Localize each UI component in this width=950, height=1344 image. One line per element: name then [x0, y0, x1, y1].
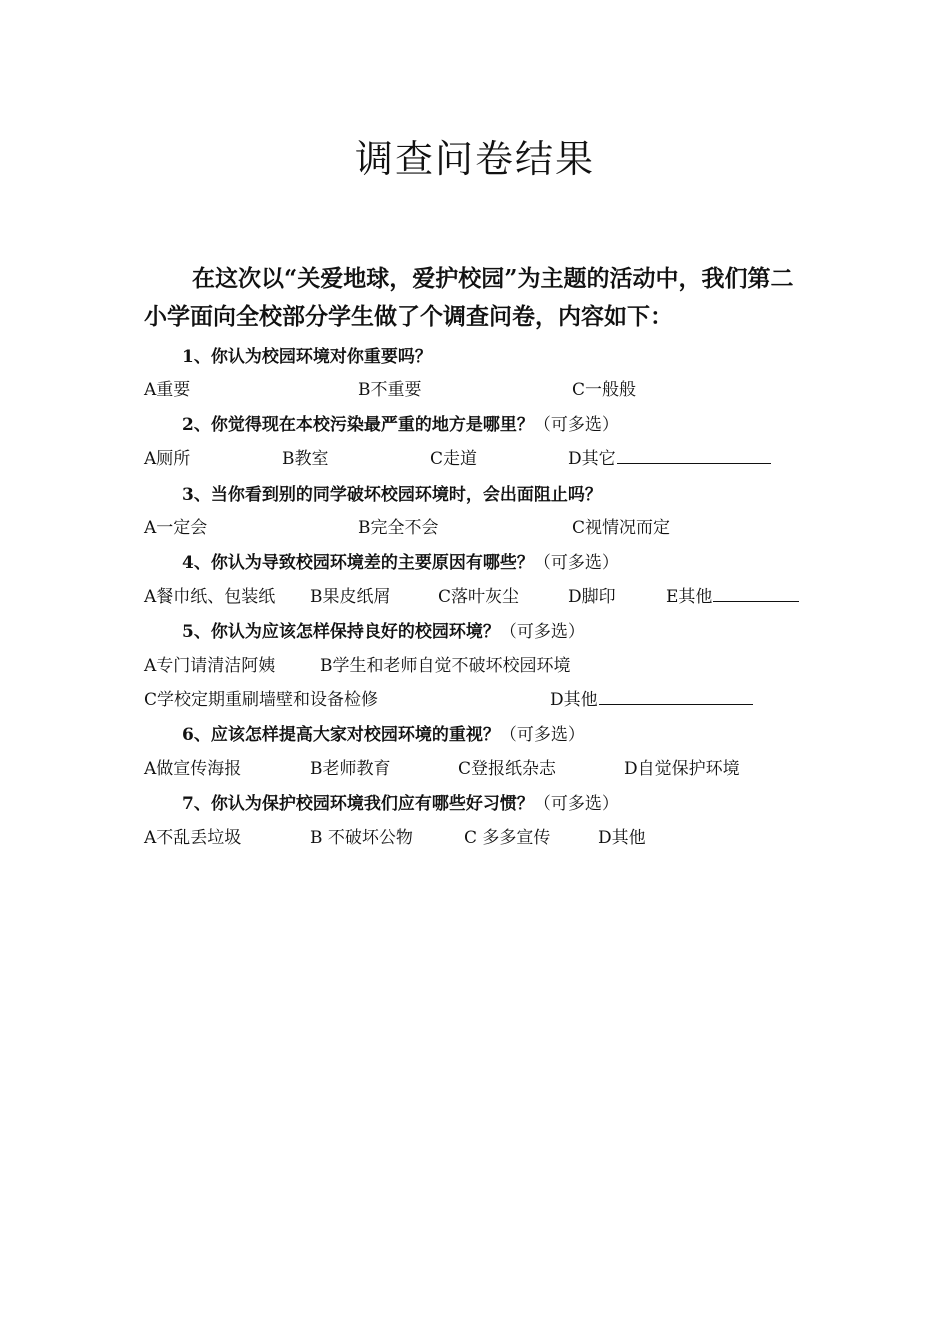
question-2 [182, 410, 619, 435]
option-2d-label: D其它 [568, 449, 616, 469]
multi-select-note: （可多选） [533, 794, 619, 814]
option-4b: B果皮纸屑 [310, 587, 391, 607]
option-2a: A厕所 [144, 449, 191, 469]
option-4a: A餐巾纸、包装纸 [144, 587, 276, 607]
question-3 [182, 480, 602, 505]
options-row-5a [144, 651, 844, 675]
question-5 [182, 617, 585, 642]
option-5a: A专门请清洁阿姨 [144, 656, 276, 676]
multi-select-note: （可多选） [533, 553, 619, 573]
option-6c: C登报纸杂志 [458, 759, 557, 779]
option-3b: B完全不会 [358, 518, 439, 538]
option-7a: A不乱丢垃圾 [144, 828, 242, 848]
fill-in-blank [599, 686, 753, 705]
question-1 [182, 342, 432, 367]
options-row-5b [144, 685, 844, 709]
option-7c: C 多多宣传 [464, 828, 551, 848]
option-2b: B教室 [282, 449, 329, 469]
options-row-6 [144, 754, 844, 778]
options-row-1 [144, 375, 844, 399]
option-7b: B 不破坏公物 [310, 828, 413, 848]
multi-select-note: （可多选） [533, 415, 619, 435]
option-3a: A一定会 [144, 518, 208, 538]
question-1-text: 1、你认为校园环境对你重要吗？ [182, 347, 432, 367]
question-2-text: 2、你觉得现在本校污染最严重的地方是哪里？ [182, 415, 534, 435]
question-3-text: 3、当你看到别的同学破坏校园环境时，会出面阻止吗？ [182, 485, 602, 505]
option-4d: D脚印 [568, 587, 616, 607]
option-1a: A重要 [144, 380, 191, 400]
option-4e-label: E其他 [666, 587, 713, 607]
option-7d: D其他 [598, 828, 646, 848]
options-row-7 [144, 823, 844, 847]
multi-select-note: （可多选） [499, 622, 585, 642]
option-5d-label: D其他 [550, 690, 598, 710]
question-6-text: 6、应该怎样提高大家对校园环境的重视？ [182, 725, 500, 745]
question-4 [182, 548, 619, 573]
fill-in-blank [617, 445, 771, 464]
option-4c: C落叶灰尘 [438, 587, 520, 607]
question-4-text: 4、你认为导致校园环境差的主要原因有哪些？ [182, 553, 534, 573]
question-6 [182, 720, 585, 745]
option-3c: C视情况而定 [572, 518, 671, 538]
option-6b: B老师教育 [310, 759, 391, 779]
option-2c: C走道 [430, 449, 478, 469]
option-2d [568, 444, 771, 469]
page-title: 调查问卷结果 [354, 137, 595, 181]
option-5d [550, 685, 753, 710]
option-1c: C一般般 [572, 380, 637, 400]
option-6a: A做宣传海报 [144, 759, 242, 779]
option-5c: C学校定期重刷墙壁和设备检修 [144, 690, 379, 710]
option-1b: B不重要 [358, 380, 422, 400]
multi-select-note: （可多选） [499, 725, 585, 745]
options-row-2 [144, 444, 844, 468]
intro-paragraph: 在这次以“关爱地球，爱护校园”为主题的活动中，我们第二小学面向全校部分学生做了个调查问卷，内容如下： [144, 265, 794, 330]
options-row-3 [144, 513, 844, 537]
question-5-text: 5、你认为应该怎样保持良好的校园环境？ [182, 622, 500, 642]
options-row-4 [144, 582, 844, 606]
question-7 [182, 789, 619, 814]
option-5b: B学生和老师自觉不破坏校园环境 [320, 656, 571, 676]
question-7-text: 7、你认为保护校园环境我们应有哪些好习惯？ [182, 794, 534, 814]
option-4e [666, 582, 799, 607]
fill-in-blank [713, 583, 799, 602]
option-6d: D自觉保护环境 [624, 759, 740, 779]
